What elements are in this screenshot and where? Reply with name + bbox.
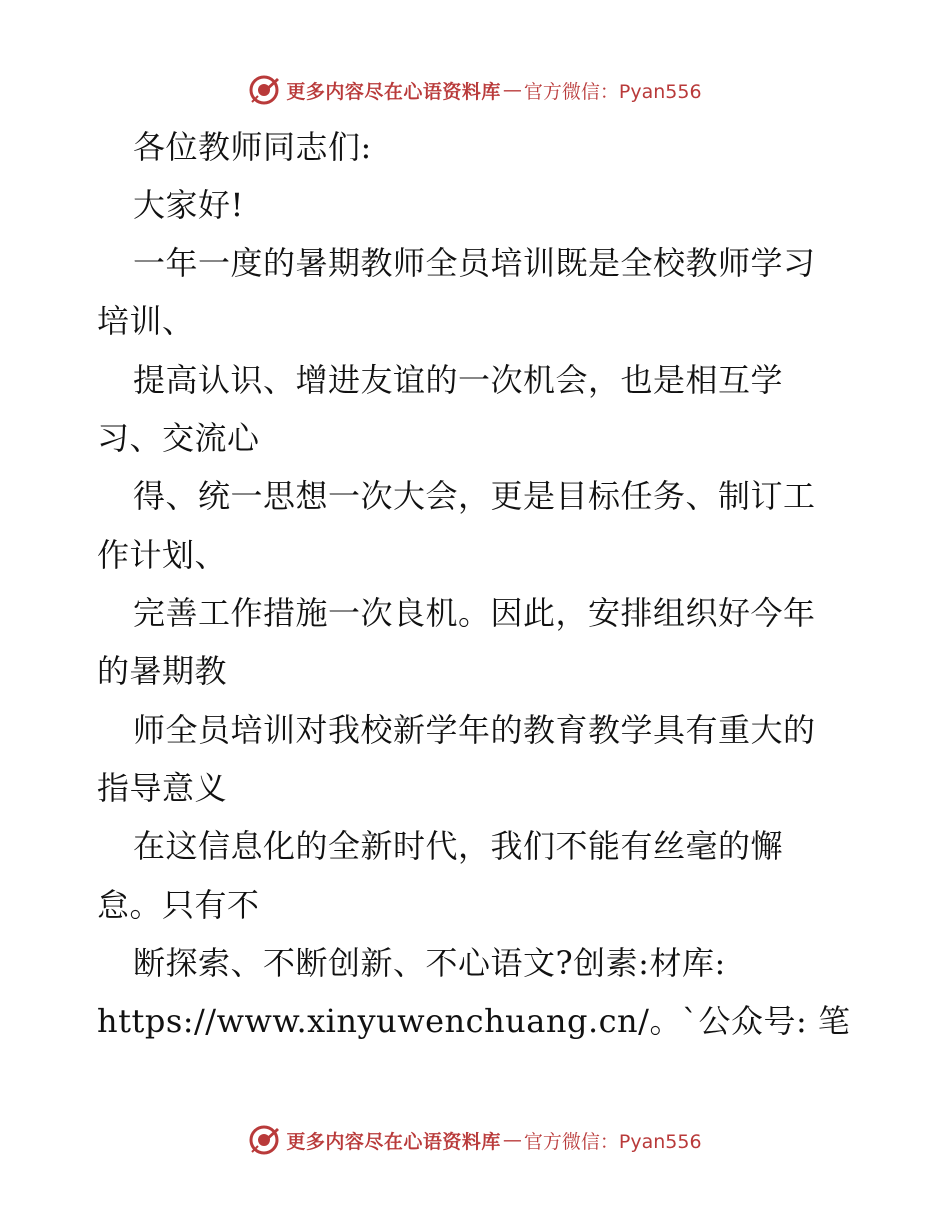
text-line: 一年一度的暑期教师全员培训既是全校教师学习: [133, 244, 816, 282]
text-line: 在这信息化的全新时代，我们不能有丝毫的懈: [133, 827, 784, 865]
text-line: 培训、: [97, 302, 195, 340]
text-line: 的暑期教: [97, 652, 228, 690]
text-line: 习、交流心: [97, 419, 260, 457]
url-text-line: https://www.xinyuwenchuang.cn/。`公众号: 笔: [97, 1002, 851, 1040]
pen-logo-icon: [248, 1124, 280, 1156]
text-line: 师全员培训对我校新学年的教育教学具有重大的: [133, 711, 816, 749]
banner-site-text: 更多内容尽在心语资料库: [286, 80, 501, 103]
text-line: 指导意义: [97, 769, 228, 807]
banner-wechat-text: 官方微信：Pyan556: [523, 80, 702, 103]
header-watermark-banner: [0, 72, 950, 108]
banner-wechat-text: 官方微信：Pyan556: [523, 1130, 702, 1153]
footer-watermark-banner: [0, 1122, 950, 1158]
text-line: 各位教师同志们:: [133, 128, 372, 166]
text-line: 大家好!: [133, 186, 244, 224]
text-line: 提高认识、增进友谊的一次机会，也是相互学: [133, 361, 784, 399]
banner-separator: —: [502, 1129, 522, 1151]
text-line: 断探索、不断创新、不心语文?创素:材库:: [133, 944, 726, 982]
text-line: 得、统一思想一次大会，更是目标任务、制订工: [133, 477, 816, 515]
text-line: 作计划、: [97, 536, 228, 574]
banner-separator: —: [502, 79, 522, 101]
text-line: 完善工作措施一次良机。因此，安排组织好今年: [133, 594, 816, 632]
banner-site-text: 更多内容尽在心语资料库: [286, 1130, 501, 1153]
pen-logo-icon: [248, 74, 280, 106]
text-line: 怠。只有不: [97, 886, 260, 924]
